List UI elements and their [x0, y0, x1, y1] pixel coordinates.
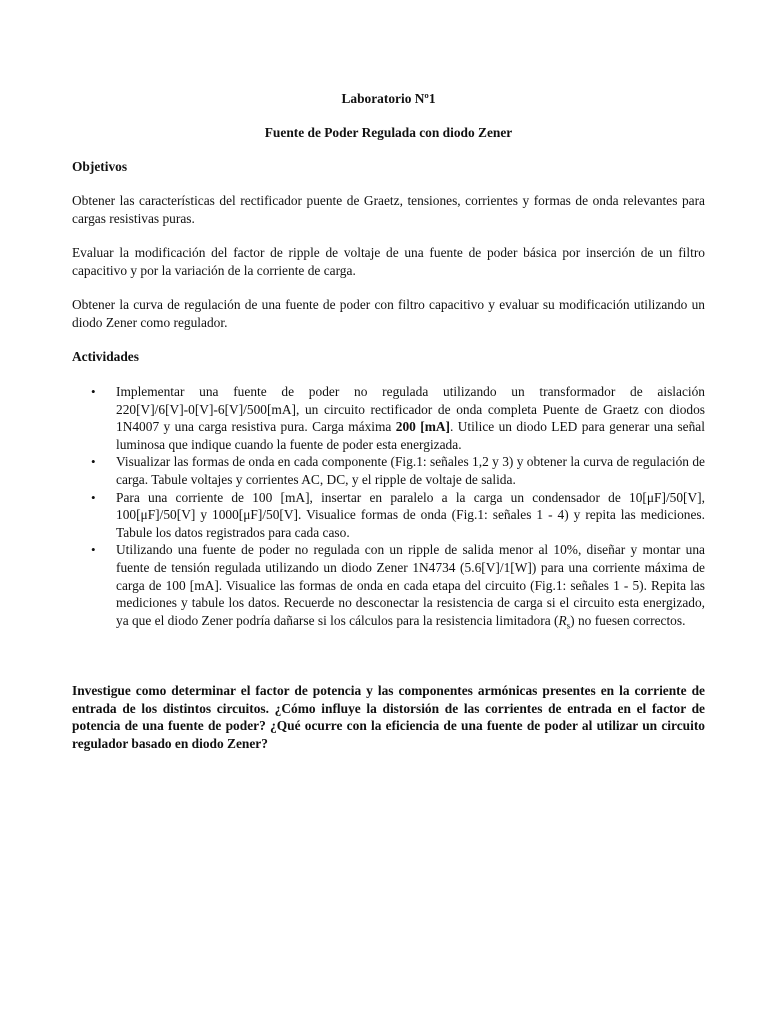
document-title: Laboratorio Nº1	[341, 91, 436, 106]
list-item	[72, 489, 705, 542]
list-item	[72, 453, 705, 488]
bullet-icon: •	[91, 384, 96, 399]
activity-text: Visualizar las formas de onda en cada componente (Fig.1: señales 1,2 y 3) y obtener la curva de regulación de carga. Tabule voltajes y corrientes AC, DC, y el ripple de voltaje de salida.	[116, 454, 705, 487]
research-question: Investigue como determinar el factor de potencia y las componentes armónicas presentes en la corriente de entrada de los distintos circuitos. ¿Cómo influye la distorsión de las corrientes de entrada en el factor de potencia de una fuente de poder? ¿Qué ocurre con la eficiencia de una fuente de poder al utilizar un circuito regulador basado en diodo Zener?	[72, 683, 705, 751]
resistor-symbol: R	[558, 612, 567, 628]
resistor-subscript: s	[566, 620, 571, 631]
activities-list	[72, 383, 705, 629]
list-item	[72, 383, 705, 453]
objectives-heading: Objetivos	[72, 159, 128, 174]
activity-text: ) no fuesen correctos.	[570, 612, 686, 628]
activity-text: Utilizando una fuente de poder no regulada con un ripple de salida menor al 10%, diseñar y montar una fuente de tensión regulada utilizando un diodo Zener 1N4734 (5.6[V]/1[W]) para una corriente máxima de carga de 100 [mA]. Visualice las formas de onda en cada etapa del circuito (Fig.1: señales 1 - 5). Repita las mediciones y tabule los datos. Recuerde no desconectar la resistencia de carga si el circuito esta energizado, ya que el diodo Zener podría dañarse si los cálculos para la resistencia limitadora (	[116, 542, 705, 628]
activity-bold-value: 200 [mA]	[395, 419, 451, 435]
activity-text: . Utilice un diodo LED para generar una señal luminosa que indique cuando la fuente de poder esta energizada.	[116, 419, 705, 452]
objective-paragraph: Obtener la curva de regulación de una fuente de poder con filtro capacitivo y evaluar su modificación utilizando un diodo Zener como regulador.	[72, 297, 705, 330]
objective-paragraph: Obtener las características del rectificador puente de Graetz, tensiones, corrientes y formas de onda relevantes para cargas resistivas puras.	[72, 193, 705, 226]
activities-heading: Actividades	[72, 349, 139, 364]
activity-text: Para una corriente de 100 [mA], insertar en paralelo a la carga un condensador de 10[μF]/50[V], 100[μF]/50[V] y 1000[μF]/50[V]. Visualice formas de onda (Fig.1: señales 1 - 4) y repita las mediciones. Tabule los datos registrados para cada caso.	[116, 489, 705, 540]
bullet-icon: •	[91, 542, 96, 558]
bullet-icon: •	[91, 489, 96, 505]
objective-paragraph: Evaluar la modificación del factor de ripple de voltaje de una fuente de poder básica por inserción de un filtro capacitivo y por la variación de la corriente de carga.	[72, 245, 705, 278]
activity-text: Implementar una fuente de poder no regulada utilizando un transformador de aislación 220[V]/6[V]-0[V]-6[V]/500[mA], un circuito rectificador de onda completa Puente de Graetz con diodos 1N4007 y una carga resistiva pura. Carga máxima	[116, 384, 705, 435]
list-item	[72, 541, 705, 629]
document-subtitle: Fuente de Poder Regulada con diodo Zener	[264, 125, 513, 140]
bullet-icon: •	[91, 454, 96, 470]
